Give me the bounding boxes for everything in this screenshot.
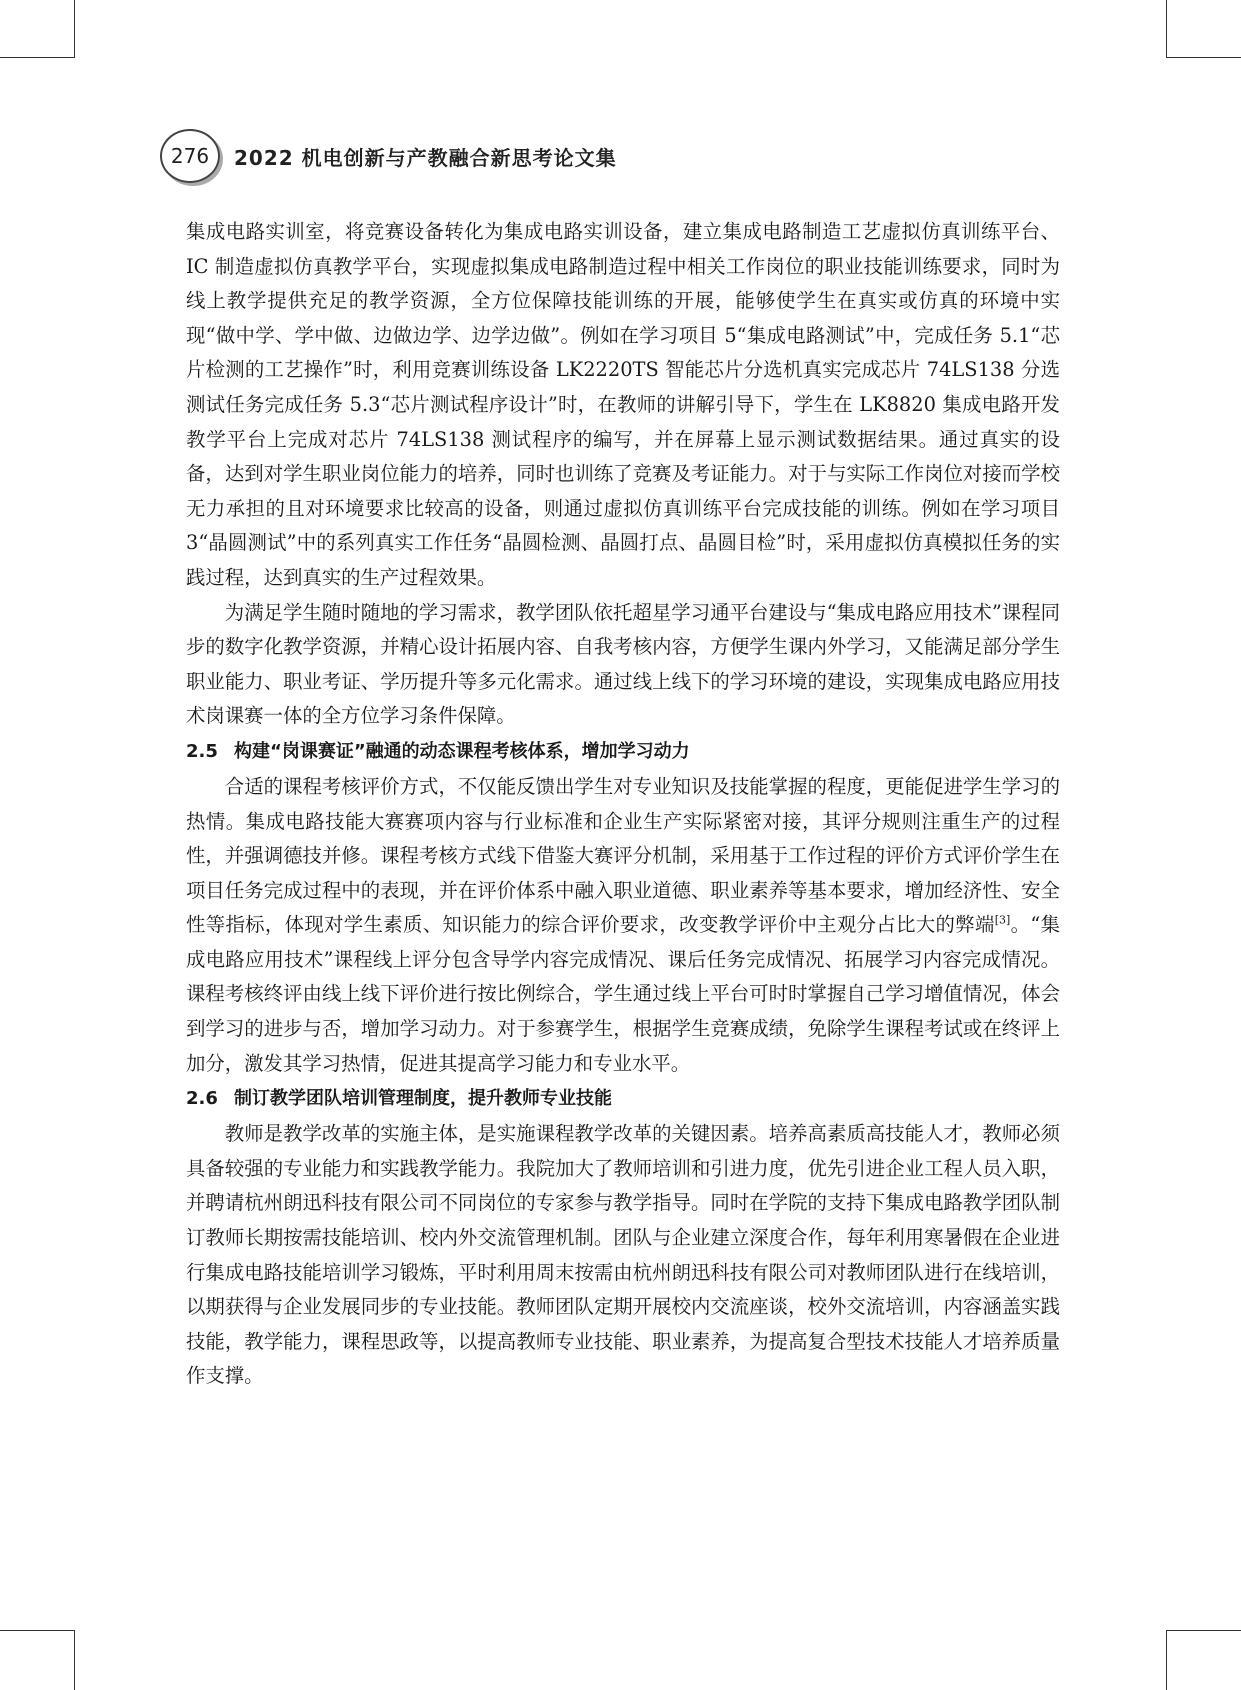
citation-ref: [3] bbox=[994, 913, 1011, 927]
section-heading-2-5 bbox=[186, 734, 1060, 770]
section-number: 2.6 bbox=[186, 1088, 218, 1110]
section-number: 2.5 bbox=[186, 740, 218, 762]
crop-mark bbox=[74, 0, 75, 58]
section-title: 构建“岗课赛证”融通的动态课程考核体系，增加学习动力 bbox=[234, 740, 690, 762]
paragraph-text: 。“集成电路应用技术”课程线上评分包含导学内容完成情况、课后任务完成情况、拓展学习内容完成情况。课程考核终评由线上线下评价进行按比例综合，学生通过线上平台可时时掌握自己学习增值情况，体会到学习的进步与否，增加学习动力。对于参赛学生，根据学生竞赛成绩，免除学生课程考试或在终评上加分，激发其学习热情，促进其提高学习能力和专业水平。 bbox=[186, 913, 1060, 1075]
crop-mark bbox=[1166, 57, 1241, 58]
paragraph: 集成电路实训室，将竞赛设备转化为集成电路实训设备，建立集成电路制造工艺虚拟仿真训练平台、IC 制造虚拟仿真教学平台，实现虚拟集成电路制造过程中相关工作岗位的职业技能训练要求，同时为线上教学提供充足的教学资源，全方位保障技能训练的开展，能够使学生在真实或仿真的环境中实现“做中学、学中做、边做边学、边学边做”。例如在学习项目 5“集成电路测试”中，完成任务 5.1“芯片检测的工艺操作”时，利用竞赛训练设备 LK2220TS 智能芯片分选机真实完成芯片 74LS138 分选测试任务完成任务 5.3“芯片测试程序设计”时，在教师的讲解引导下，学生在 LK8820 集成电路开发教学平台上完成对芯片 74LS138 测试程序的编写，并在屏幕上显示测试数据结果。通过真实的设备，达到对学生职业岗位能力的培养，同时也训练了竞赛及考证能力。对于与实际工作岗位对接而学校无力承担的且对环境要求比较高的设备，则通过虚拟仿真训练平台完成技能的训练。例如在学习项目 3“晶圆测试”中的系列真实工作任务“晶圆检测、晶圆打点、晶圆目检”时，采用虚拟仿真模拟任务的实践过程，达到真实的生产过程效果。 bbox=[186, 220, 1060, 589]
section-title: 制订教学团队培训管理制度，提升教师专业技能 bbox=[234, 1088, 612, 1110]
page-number: 276 bbox=[160, 129, 220, 183]
crop-mark bbox=[1166, 1630, 1241, 1631]
crop-mark bbox=[1166, 0, 1167, 58]
book-title: 2022 机电创新与产教融合新思考论文集 bbox=[234, 145, 617, 170]
paragraph: 教师是教学改革的实施主体，是实施课程教学改革的关键因素。培养高素质高技能人才，教师必须具备较强的专业能力和实践教学能力。我院加大了教师培训和引进力度，优先引进企业工程人员入职，并聘请杭州朗迅科技有限公司不同岗位的专家参与教学指导。同时在学院的支持下集成电路教学团队制订教师长期按需技能培训、校内外交流管理机制。团队与企业建立深度合作，每年利用寒暑假在企业进行集成电路技能培训学习锻炼，平时利用周末按需由杭州朗迅科技有限公司对教师团队进行在线培训，以期获得与企业发展同步的专业技能。教师团队定期开展校内交流座谈，校外交流培训，内容涵盖实践技能，教学能力，课程思政等，以提高教师专业技能、职业素养，为提高复合型技术技能人才培养质量作支撑。 bbox=[186, 1122, 1060, 1388]
paragraph-text: 合适的课程考核评价方式，不仅能反馈出学生对专业知识及技能掌握的程度，更能促进学生学习的热情。集成电路技能大赛赛项内容与行业标准和企业生产实际紧密对接，其评分规则注重生产的过程性，并强调德技并修。课程考核方式线下借鉴大赛评分机制，采用基于工作过程的评价方式评价学生在项目任务完成过程中的表现，并在评价体系中融入职业道德、职业素养等基本要求，增加经济性、安全性等指标，体现对学生素质、知识能力的综合评价要求，改变教学评价中主观分占比大的弊端 bbox=[186, 774, 1060, 937]
crop-mark bbox=[74, 1630, 75, 1690]
section-heading-2-6 bbox=[186, 1081, 1060, 1117]
crop-mark bbox=[0, 1630, 74, 1631]
page-header bbox=[160, 128, 617, 184]
crop-mark bbox=[1166, 1630, 1167, 1690]
paragraph bbox=[186, 770, 1060, 1081]
paragraph: 为满足学生随时随地的学习需求，教学团队依托超星学习通平台建设与“集成电路应用技术”课程同步的数字化教学资源，并精心设计拓展内容、自我考核内容，方便学生课内外学习，又能满足部分学生职业能力、职业考证、学历提升等多元化需求。通过线上线下的学习环境的建设，实现集成电路应用技术岗课赛一体的全方位学习条件保障。 bbox=[186, 600, 1060, 728]
body-text bbox=[186, 215, 1060, 1394]
crop-mark bbox=[0, 57, 74, 58]
